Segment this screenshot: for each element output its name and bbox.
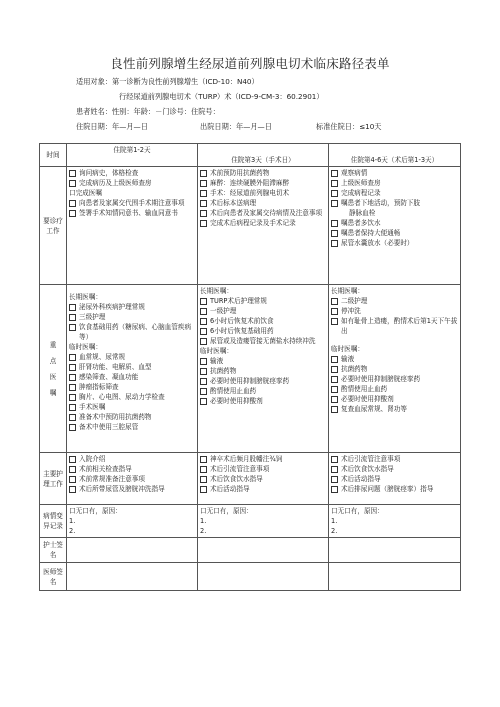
list-item[interactable]: 手术医嘱 <box>69 402 195 412</box>
list-item[interactable]: 术后向患者及家属交待病情及注意事项 <box>200 208 326 218</box>
procedure-line: 行经尿道前列腺电切术（TURP）术（ICD-9-CM-3：60.2901） <box>119 92 324 101</box>
list-item[interactable]: 术后所带尿管及膀胱冲洗指导 <box>69 484 195 494</box>
temp-label: 临时医嘱： <box>200 347 233 355</box>
checkbox[interactable] <box>331 170 338 177</box>
list-item[interactable]: 饮食基础用药（糖尿病、心脑血管疾病等） <box>69 322 195 342</box>
checkbox[interactable] <box>69 210 76 217</box>
variation-label: 病情变异记录 <box>40 505 67 538</box>
checkbox[interactable] <box>331 386 338 393</box>
admission-date: 住院日期：年—月—日 <box>76 122 148 131</box>
nursing-label: 主要护理工作 <box>40 453 67 505</box>
checkbox[interactable] <box>69 170 76 177</box>
list-item[interactable]: 泌尿外科疾病护理常规 <box>69 302 195 312</box>
patient-info-line: 患者姓名：性别：年龄：－门诊号：住院号： <box>76 107 220 116</box>
checkbox[interactable] <box>69 456 76 463</box>
main-work-day3 <box>198 167 329 285</box>
doctor-signature-day1[interactable] <box>67 563 198 591</box>
checkbox[interactable] <box>200 456 207 463</box>
list-item[interactable]: 血常规、尿常规 <box>69 352 195 362</box>
checkbox[interactable] <box>69 354 76 361</box>
variation-day4[interactable]: 口无口有，原因： 1. 2. <box>329 505 461 538</box>
doctor-signature-label: 医师签名 <box>40 563 67 591</box>
main-work-row <box>40 167 461 285</box>
list-item[interactable]: 感染筛查、凝血功能 <box>69 372 195 382</box>
checkbox[interactable] <box>331 308 338 315</box>
nursing-day1 <box>67 453 198 505</box>
checkbox[interactable] <box>69 364 76 371</box>
list-item[interactable]: 术后饮食饮水指导 <box>200 474 326 484</box>
day1-header: 住院第1-2天 <box>67 144 198 167</box>
checkbox[interactable] <box>331 366 338 373</box>
checkbox[interactable] <box>331 318 338 325</box>
checkbox[interactable] <box>200 298 207 305</box>
checkbox[interactable] <box>331 376 338 383</box>
checkbox[interactable] <box>200 170 207 177</box>
list-item[interactable]: 三级护理 <box>69 312 195 322</box>
checkbox[interactable] <box>200 210 207 217</box>
list-item[interactable]: 必要时使用抑制膀胱痉挛药 <box>200 376 326 386</box>
temp-label: 临时医嘱： <box>69 343 102 351</box>
checkbox[interactable] <box>331 476 338 483</box>
checkbox[interactable] <box>331 180 338 187</box>
checkbox[interactable] <box>69 466 76 473</box>
list-item[interactable]: 尿管或及造瘘管接无菌盐水持续冲洗 <box>200 336 326 346</box>
main-work-day1 <box>67 167 198 285</box>
checkbox[interactable] <box>200 466 207 473</box>
plain-item: 口完成医嘱 <box>69 189 102 197</box>
checkbox[interactable] <box>200 220 207 227</box>
checkbox[interactable] <box>200 476 207 483</box>
standard-stay: 标准住院日：≤10天 <box>316 122 382 131</box>
day3-header: 住院第3天（手术日） <box>198 144 329 167</box>
checkbox[interactable] <box>200 368 207 375</box>
checkbox[interactable] <box>200 308 207 315</box>
list-item[interactable]: 术前相关检查指导 <box>69 464 195 474</box>
list-item[interactable]: 观察病情 <box>331 168 458 178</box>
checkbox[interactable] <box>331 200 338 207</box>
main-work-day4 <box>329 167 461 285</box>
checkbox[interactable] <box>200 398 207 405</box>
nurse-signature-label: 护士签名 <box>40 538 67 563</box>
long-term-label: 长期医嘱： <box>331 287 364 295</box>
orders-day4 <box>329 285 461 453</box>
list-item[interactable]: 胸片、心电图、尿动力学检查 <box>69 392 195 402</box>
checkbox[interactable] <box>69 314 76 321</box>
checkbox[interactable] <box>69 414 76 421</box>
doctor-signature-row <box>40 563 461 591</box>
checkbox[interactable] <box>69 384 76 391</box>
checkbox[interactable] <box>200 328 207 335</box>
checkbox[interactable] <box>69 394 76 401</box>
long-term-label: 长期医嘱： <box>200 287 233 295</box>
header-row <box>40 144 461 167</box>
temp-label: 临时医嘱： <box>331 345 364 353</box>
list-item[interactable]: 嘱患者多饮水 <box>331 218 458 228</box>
discharge-date: 出院日期：年—月—日 <box>200 122 272 131</box>
list-item[interactable]: 抗菌药物 <box>200 366 326 376</box>
document-title: 良性前列腺增生经尿道前列腺电切术临床路径表单 <box>110 56 390 71</box>
list-item[interactable]: 完成术后病程记录及手术记录 <box>200 218 326 228</box>
nursing-day3 <box>198 453 329 505</box>
list-item[interactable]: 二级护理 <box>331 296 458 306</box>
checkbox[interactable] <box>200 486 207 493</box>
checkbox[interactable] <box>200 378 207 385</box>
doctor-signature-day4[interactable] <box>329 563 461 591</box>
list-item[interactable]: 停冲洗 <box>331 306 458 316</box>
list-item[interactable]: 6小时后恢复基础用药 <box>200 326 326 336</box>
list-item[interactable]: 抗菌药物 <box>331 364 458 374</box>
checkbox[interactable] <box>200 318 207 325</box>
list-item[interactable]: 6小时后恢复术前饮食 <box>200 316 326 326</box>
checkbox[interactable] <box>200 388 207 395</box>
list-item[interactable]: 签署手术知情同意书、输血同意书 <box>69 208 195 218</box>
checkbox[interactable] <box>69 304 76 311</box>
checkbox[interactable] <box>69 476 76 483</box>
applicable-object-line: 适用对象：第一诊断为良性前列腺增生（ICD-10：N40） <box>76 77 259 86</box>
list-item[interactable]: 如有耻骨上造瘘，酌情术后第1天下午拔出 <box>331 316 458 336</box>
list-item[interactable]: 术后饮食饮水指导 <box>331 464 458 474</box>
list-item[interactable]: 嘱患者下地活动，预防下肢 <box>331 198 458 208</box>
list-item[interactable]: 术前预防用抗菌药物 <box>200 168 326 178</box>
list-item[interactable]: 酌情使用止血药 <box>200 386 326 396</box>
day4-header: 住院第4-6天（术后第1-3天） <box>329 144 461 167</box>
checkbox[interactable] <box>331 406 338 413</box>
list-item[interactable]: 术后排尿问题（膀胱痉挛）指导 <box>331 484 458 494</box>
list-item[interactable]: 完成病历及上级医师查房 <box>69 178 195 188</box>
list-item[interactable]: 肝肾功能、电解质、血型 <box>69 362 195 372</box>
list-item[interactable]: 术后引流管注意事项 <box>200 464 326 474</box>
checkbox[interactable] <box>69 180 76 187</box>
checkbox[interactable] <box>200 180 207 187</box>
checkbox[interactable] <box>69 374 76 381</box>
list-item[interactable]: 必要时使用抑制膀胱痉挛药 <box>331 374 458 384</box>
list-item[interactable]: 输液 <box>331 354 458 364</box>
checkbox[interactable] <box>331 356 338 363</box>
list-item[interactable]: 询问病史，体格检查 <box>69 168 195 178</box>
list-item[interactable]: 肿瘤指标筛查 <box>69 382 195 392</box>
nurse-signature-day3[interactable] <box>198 538 329 563</box>
list-item[interactable]: 完成病程记录 <box>331 188 458 198</box>
doctor-signature-day3[interactable] <box>198 563 329 591</box>
checkbox[interactable] <box>331 396 338 403</box>
checkbox[interactable] <box>331 456 338 463</box>
checkbox[interactable] <box>69 404 76 411</box>
nurse-signature-row <box>40 538 461 563</box>
clinical-pathway-table <box>39 143 461 591</box>
list-item[interactable]: 术后活动指导 <box>200 484 326 494</box>
checkbox[interactable] <box>331 298 338 305</box>
checkbox[interactable] <box>331 230 338 237</box>
variation-row <box>40 505 461 538</box>
checkbox[interactable] <box>200 200 207 207</box>
list-item[interactable]: 尿管水囊放水（必要时） <box>331 238 458 248</box>
list-item[interactable]: 入院介绍 <box>69 454 195 464</box>
checkbox[interactable] <box>200 190 207 197</box>
checkbox[interactable] <box>200 338 207 345</box>
checkbox[interactable] <box>69 200 76 207</box>
list-item[interactable]: 准备术中预防用抗菌药物 <box>69 412 195 422</box>
orders-label: 重 点 医 嘱 <box>40 285 67 453</box>
list-item[interactable]: 输液 <box>200 356 326 366</box>
checkbox[interactable] <box>200 358 207 365</box>
list-item[interactable]: 必要时使用抑酸剂 <box>200 396 326 406</box>
nurse-signature-day4[interactable] <box>329 538 461 563</box>
list-item[interactable]: 必要时使用抑酸剂 <box>331 394 458 404</box>
nursing-row <box>40 453 461 505</box>
list-item[interactable]: 术前常规准备注意事项 <box>69 474 195 484</box>
list-item[interactable]: 手术：经尿道前列腺电切术 <box>200 188 326 198</box>
checkbox[interactable] <box>331 190 338 197</box>
orders-row <box>40 285 461 453</box>
checkbox[interactable] <box>331 240 338 247</box>
variation-day3[interactable]: 口无口有，原因： 1. 2. <box>198 505 329 538</box>
checkbox[interactable] <box>69 324 76 331</box>
list-item[interactable]: 术后引流管注意事项 <box>331 454 458 464</box>
list-item[interactable]: 麻醉：连续硬膜外阻滞麻醉 <box>200 178 326 188</box>
checkbox[interactable] <box>331 486 338 493</box>
list-item[interactable]: 向患者及家属交代围手术期注意事项 <box>69 198 195 208</box>
nursing-day4 <box>329 453 461 505</box>
list-item[interactable]: 复查血尿常规、肾功等 <box>331 404 458 414</box>
time-header: 时间 <box>40 144 67 167</box>
variation-day1[interactable]: 口无口有，原因： 1. 2. <box>67 505 198 538</box>
list-item[interactable]: 酌情使用止血药 <box>331 384 458 394</box>
list-item[interactable]: 神卒术后频月股幡注¾饲 <box>200 454 326 464</box>
checkbox[interactable] <box>331 466 338 473</box>
list-item[interactable]: 备术中使用三腔尿管 <box>69 422 195 432</box>
checkbox[interactable] <box>69 486 76 493</box>
list-item[interactable]: 术后标本送病理 <box>200 198 326 208</box>
main-work-label: 要诊疗工作 <box>40 167 67 285</box>
orders-day1 <box>67 285 198 453</box>
long-term-label: 长期医嘱： <box>69 293 102 301</box>
plain-item: 静脉血栓 <box>349 209 376 217</box>
list-item[interactable]: 上级医师查房 <box>331 178 458 188</box>
nurse-signature-day1[interactable] <box>67 538 198 563</box>
checkbox[interactable] <box>331 220 338 227</box>
list-item[interactable]: 术后活动指导 <box>331 474 458 484</box>
list-item[interactable]: 一级护理 <box>200 306 326 316</box>
orders-day3 <box>198 285 329 453</box>
checkbox[interactable] <box>69 424 76 431</box>
list-item[interactable]: 嘱患者保持大便通畅 <box>331 228 458 238</box>
list-item[interactable]: TURP术后护理常规 <box>200 296 326 306</box>
